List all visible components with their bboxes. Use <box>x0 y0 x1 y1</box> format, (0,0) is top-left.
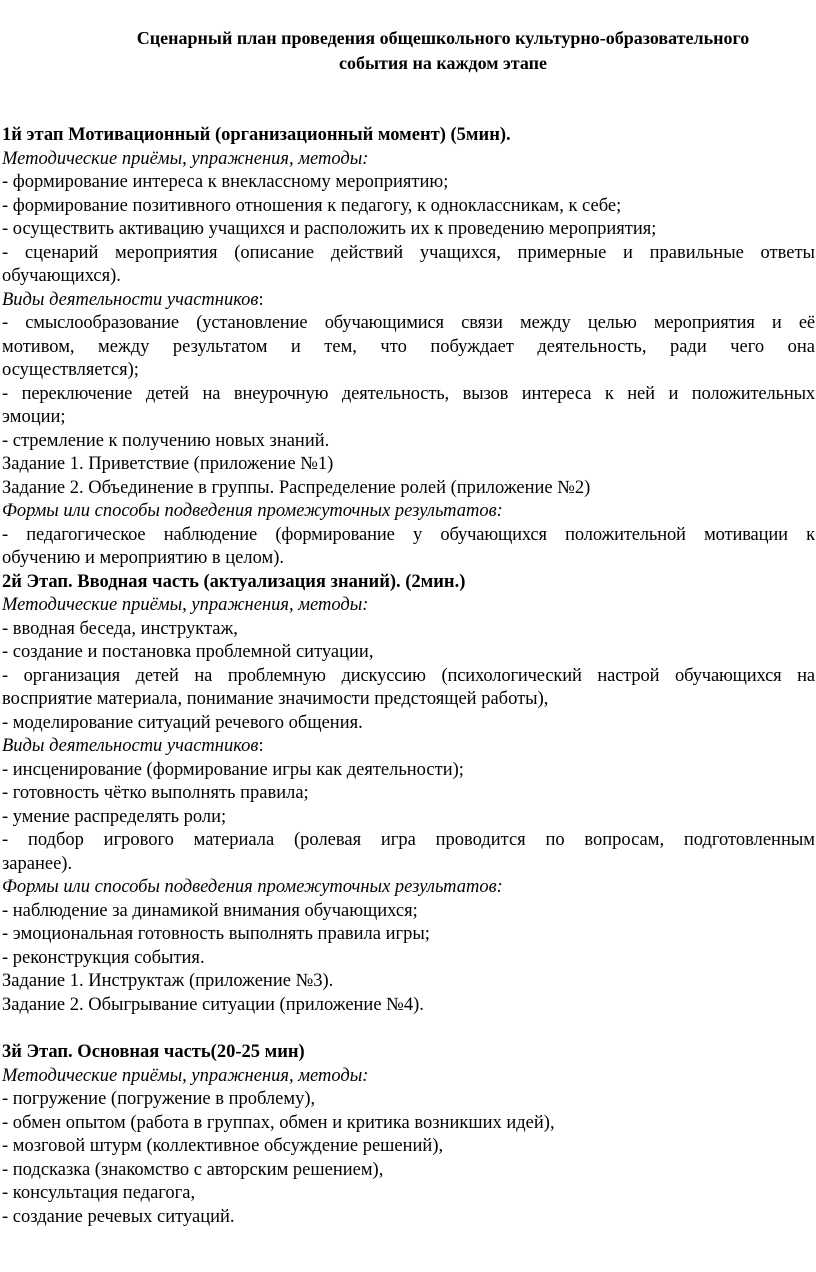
list-item: эмоции; <box>2 407 66 427</box>
stage1-forms-label: Формы или способы подведения промежуточных результатов: <box>2 501 503 521</box>
task-line: Задание 1. Инструктаж (приложение №3). <box>2 971 334 991</box>
list-item: обучению и мероприятию в целом). <box>2 548 284 568</box>
list-item: - погружение (погружение в проблему), <box>2 1089 316 1109</box>
list-item: - мозговой штурм (коллективное обсуждение решений), <box>2 1136 444 1156</box>
list-item: - переключение детей на внеурочную деятельность, вызов интереса к ней и положительных <box>2 383 815 404</box>
list-item: - реконструкция события. <box>2 947 205 968</box>
stage2-heading: 2й Этап. Вводная часть (актуализация знаний). (2мин.) <box>2 571 466 592</box>
list-item: осуществляется); <box>2 360 139 380</box>
list-item: мотивом, между результатом и тем, что побуждает деятельность, ради чего она <box>2 336 815 357</box>
task-line: Задание 2. Объединение в группы. Распределение ролей (приложение №2) <box>2 477 591 498</box>
list-item: - моделирование ситуаций речевого общения. <box>2 712 363 733</box>
stage1-methods-label: Методические приёмы, упражнения, методы: <box>2 148 369 169</box>
list-item: - стремление к получению новых знаний. <box>2 430 330 451</box>
list-item: обучающихся). <box>2 266 121 286</box>
list-item: - сценарий мероприятия (описание действий учащихся, примерные и правильные ответы <box>2 242 815 263</box>
task-line: Задание 2. Обыгрывание ситуации (приложение №4). <box>2 994 424 1015</box>
list-item: - создание и постановка проблемной ситуации, <box>2 642 374 662</box>
list-item: - формирование позитивного отношения к педагогу, к одноклассникам, к себе; <box>2 195 622 216</box>
stage2-methods-label: Методические приёмы, упражнения, методы: <box>2 595 369 615</box>
title-line-2: события на каждом этапе <box>338 53 547 73</box>
activities-label-text: Виды деятельности участников <box>2 289 259 310</box>
list-item: - подбор игрового материала (ролевая игра проводится по вопросам, подготовленным <box>2 830 815 850</box>
stage2-activities-label <box>2 735 815 759</box>
list-item: - готовность чётко выполнять правила; <box>2 783 309 803</box>
stage1-heading: 1й этап Мотивационный (организационный момент) (5мин). <box>2 125 511 145</box>
list-item: - инсценирование (формирование игры как деятельности); <box>2 759 464 780</box>
title-line-1: Сценарный план проведения общешкольного культурно-образовательного <box>136 28 750 48</box>
list-item: заранее). <box>2 853 73 874</box>
list-item: - вводная беседа, инструктаж, <box>2 618 238 639</box>
list-item: - обмен опытом (работа в группах, обмен и критика возникших идей), <box>2 1112 555 1133</box>
stage3-methods-label: Методические приёмы, упражнения, методы: <box>2 1065 369 1086</box>
stage2-forms-label: Формы или способы подведения промежуточных результатов: <box>2 877 503 897</box>
list-item: - организация детей на проблемную дискуссию (психологический настрой обучающихся на <box>2 665 815 686</box>
list-item: - смыслообразование (установление обучающимися связи между целью мероприятия и её <box>2 313 815 333</box>
stage3-heading: 3й Этап. Основная часть(20-25 мин) <box>2 1042 305 1062</box>
list-item: - консультация педагога, <box>2 1183 196 1203</box>
list-item: - создание речевых ситуаций. <box>2 1206 235 1227</box>
list-item: - наблюдение за динамикой внимания обучающихся; <box>2 900 418 921</box>
list-item: - педагогическое наблюдение (формирование у обучающихся положительной мотивации к <box>2 524 815 545</box>
activities-label-text: Виды деятельности участников <box>2 736 259 756</box>
activities-label-colon: : <box>258 289 264 310</box>
activities-label-colon: : <box>258 736 264 756</box>
list-item: - осуществить активацию учащихся и расположить их к проведению мероприятия; <box>2 219 657 239</box>
document-body <box>2 124 815 1229</box>
task-line: Задание 1. Приветствие (приложение №1) <box>2 454 334 474</box>
list-item: восприятие материала, понимание значимости предстоящей работы), <box>2 689 549 709</box>
list-item: - подсказка (знакомство с авторским решением), <box>2 1159 384 1180</box>
list-item: - формирование интереса к внеклассному мероприятию; <box>2 172 449 192</box>
stage1-activities-label <box>2 289 815 313</box>
section-spacer <box>2 1017 815 1041</box>
list-item: - эмоциональная готовность выполнять правила игры; <box>2 924 430 944</box>
document-title <box>70 26 816 76</box>
list-item: - умение распределять роли; <box>2 806 227 827</box>
